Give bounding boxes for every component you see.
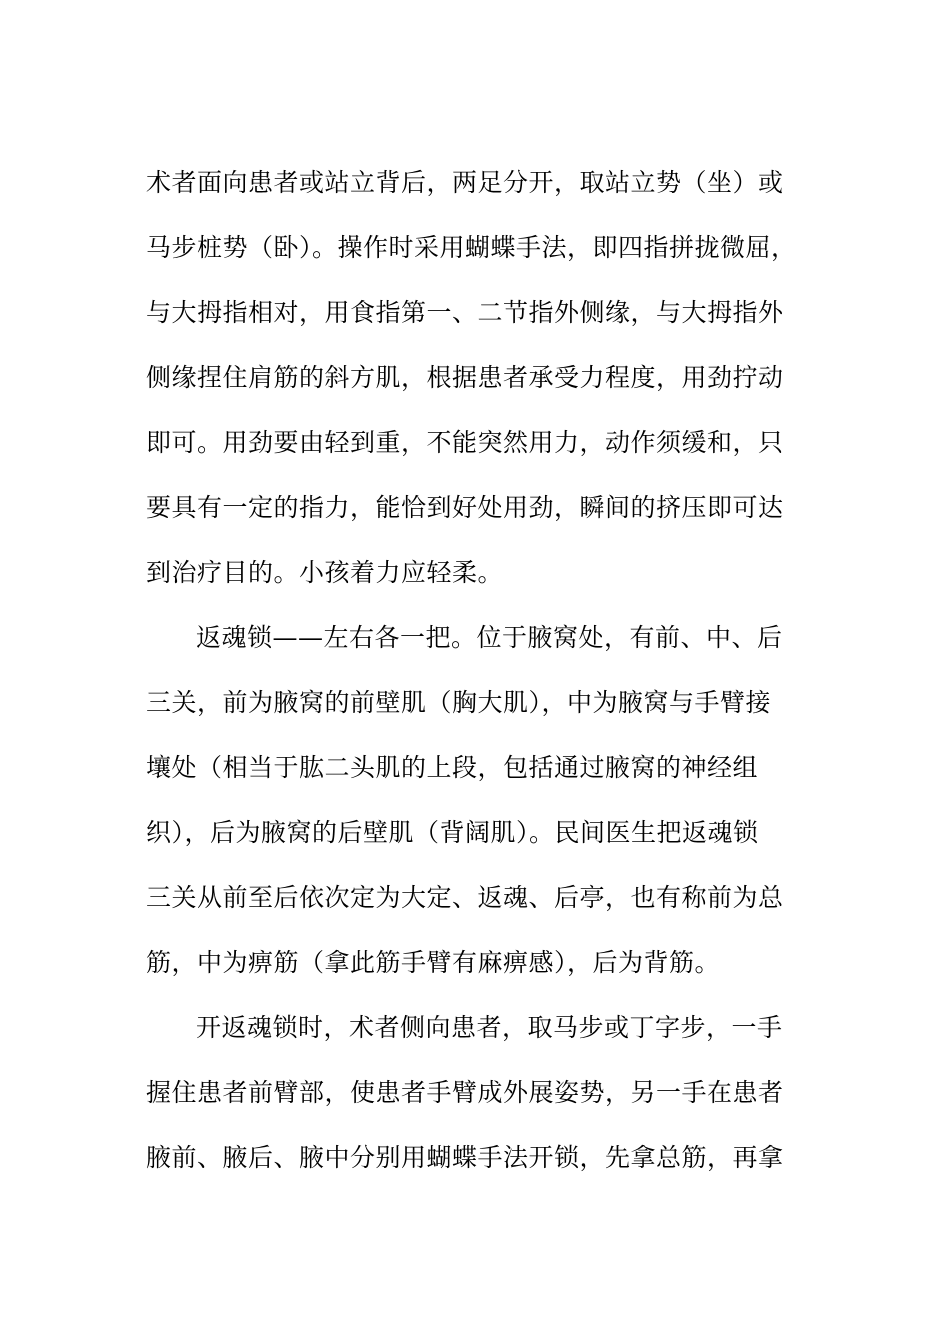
paragraph-start-line: 开返魂锁时，术者侧向患者，取马步或丁字步，一手 xyxy=(196,1013,783,1042)
text-line: 即可。用劲要由轻到重，不能突然用力，动作须缓和，只 xyxy=(146,428,784,457)
text-line: 与大拇指相对，用食指第一、二节指外侧缘，与大拇指外 xyxy=(146,298,784,327)
text-line: 三关从前至后依次定为大定、返魂、后亭，也有称前为总 xyxy=(146,883,784,912)
text-line: 织），后为腋窝的后壁肌（背阔肌）。民间医生把返魂锁 xyxy=(146,818,759,847)
text-line: 筋，中为痹筋（拿此筋手臂有麻痹感），后为背筋。 xyxy=(146,948,721,977)
text-line: 侧缘捏住肩筋的斜方肌，根据患者承受力程度，用劲拧动 xyxy=(146,363,784,392)
text-line: 壤处（相当于肱二头肌的上段，包括通过腋窝的神经组 xyxy=(146,753,759,782)
text-line: 马步桩势（卧）。操作时采用蝴蝶手法，即四指拼拢微屈， xyxy=(146,233,797,262)
paragraph-start-line: 返魂锁——左右各一把。位于腋窝处，有前、中、后 xyxy=(196,623,783,652)
body-text xyxy=(146,150,806,1190)
text-line: 要具有一定的指力，能恰到好处用劲，瞬间的挤压即可达 xyxy=(146,493,784,522)
text-line: 腋前、腋后、腋中分别用蝴蝶手法开锁，先拿总筋，再拿 xyxy=(146,1143,784,1172)
text-line: 握住患者前臂部，使患者手臂成外展姿势，另一手在患者 xyxy=(146,1078,784,1107)
text-line: 三关，前为腋窝的前壁肌（胸大肌），中为腋窝与手臂接 xyxy=(146,688,772,717)
text-line: 术者面向患者或站立背后，两足分开，取站立势（坐）或 xyxy=(146,168,784,197)
text-line: 到治疗目的。小孩着力应轻柔。 xyxy=(146,558,504,587)
